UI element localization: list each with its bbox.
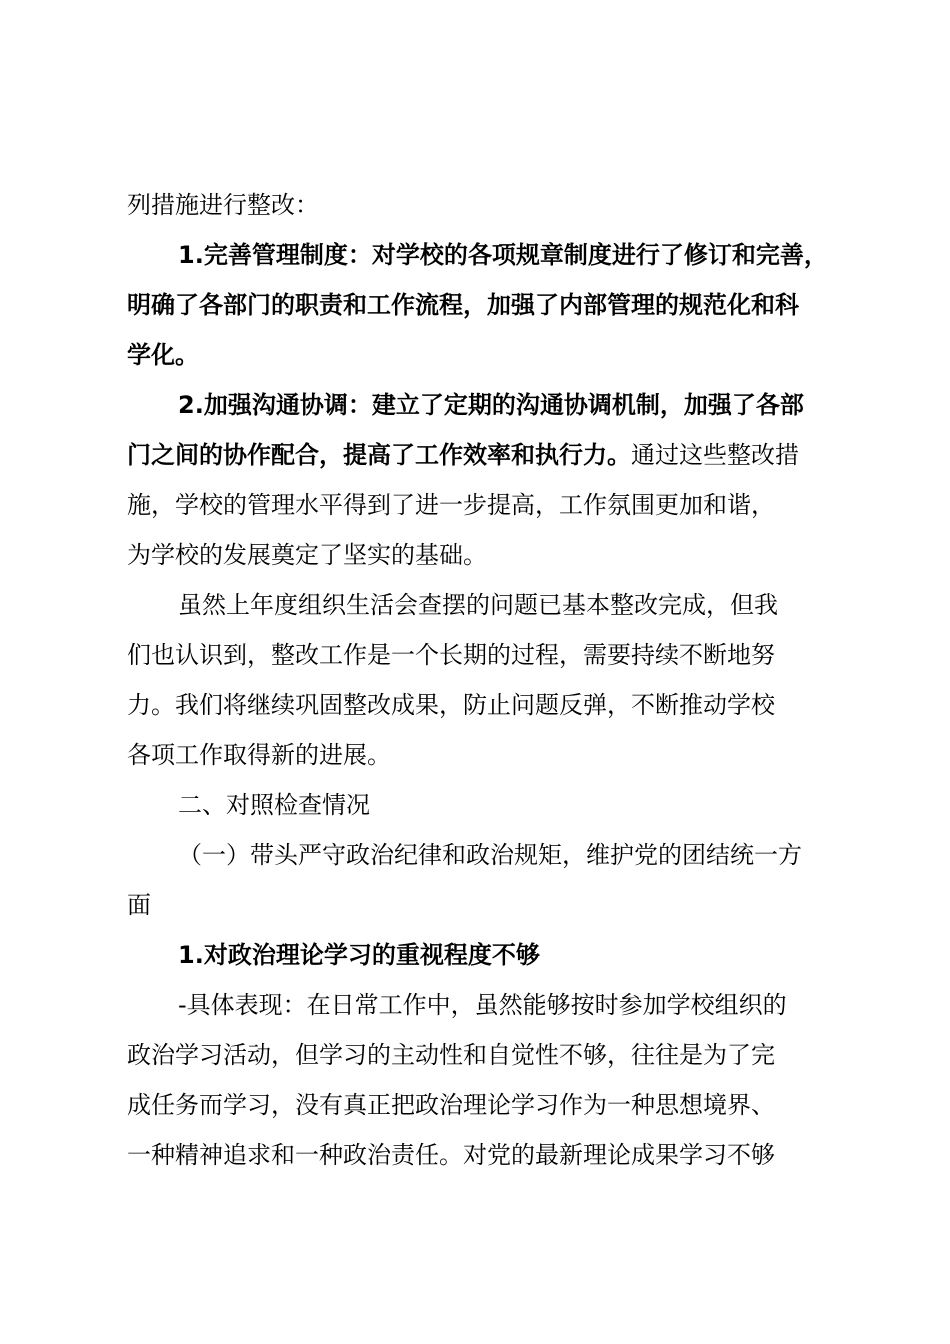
text-line: 各项工作取得新的进展。 — [127, 741, 391, 769]
text-line: 明确了各部门的职责和工作流程，加强了内部管理的规范化和科 — [127, 291, 799, 319]
text-line-mixed — [127, 440, 799, 470]
section-heading: 二、对照检查情况 — [178, 791, 370, 819]
text-line: 2.加强沟通协调：建立了定期的沟通协调机制，加强了各部 — [178, 391, 804, 419]
text-line: 力。我们将继续巩固整改成果，防止问题反弹，不断推动学校 — [127, 691, 775, 719]
text-line: 们也认识到，整改工作是一个长期的过程，需要持续不断地努 — [127, 641, 775, 669]
subsection-heading: （一）带头严守政治纪律和政治规矩，维护党的团结统一方 — [178, 841, 802, 869]
text-line: 1.完善管理制度：对学校的各项规章制度进行了修订和完善， — [178, 241, 828, 269]
text-line: 学化。 — [127, 341, 199, 369]
text-line: -具体表现：在日常工作中，虽然能够按时参加学校组织的 — [178, 991, 787, 1019]
text-line: 为学校的发展奠定了坚实的基础。 — [127, 541, 487, 569]
text-line: 施，学校的管理水平得到了进一步提高，工作氛围更加和谐， — [127, 491, 775, 519]
text-segment: 门之间的协作配合，提高了工作效率和执行力。 — [127, 441, 631, 469]
text-line: 虽然上年度组织生活会查摆的问题已基本整改完成，但我 — [178, 591, 778, 619]
text-line: 列措施进行整改： — [127, 191, 319, 219]
item-heading: 1.对政治理论学习的重视程度不够 — [178, 941, 540, 969]
text-line: 面 — [127, 891, 151, 919]
text-segment: 通过这些整改措 — [631, 441, 799, 469]
text-line: 成任务而学习，没有真正把政治理论学习作为一种思想境界、 — [127, 1091, 775, 1119]
text-line: 政治学习活动，但学习的主动性和自觉性不够，往往是为了完 — [127, 1041, 775, 1069]
text-line: 一种精神追求和一种政治责任。对党的最新理论成果学习不够 — [127, 1141, 775, 1169]
